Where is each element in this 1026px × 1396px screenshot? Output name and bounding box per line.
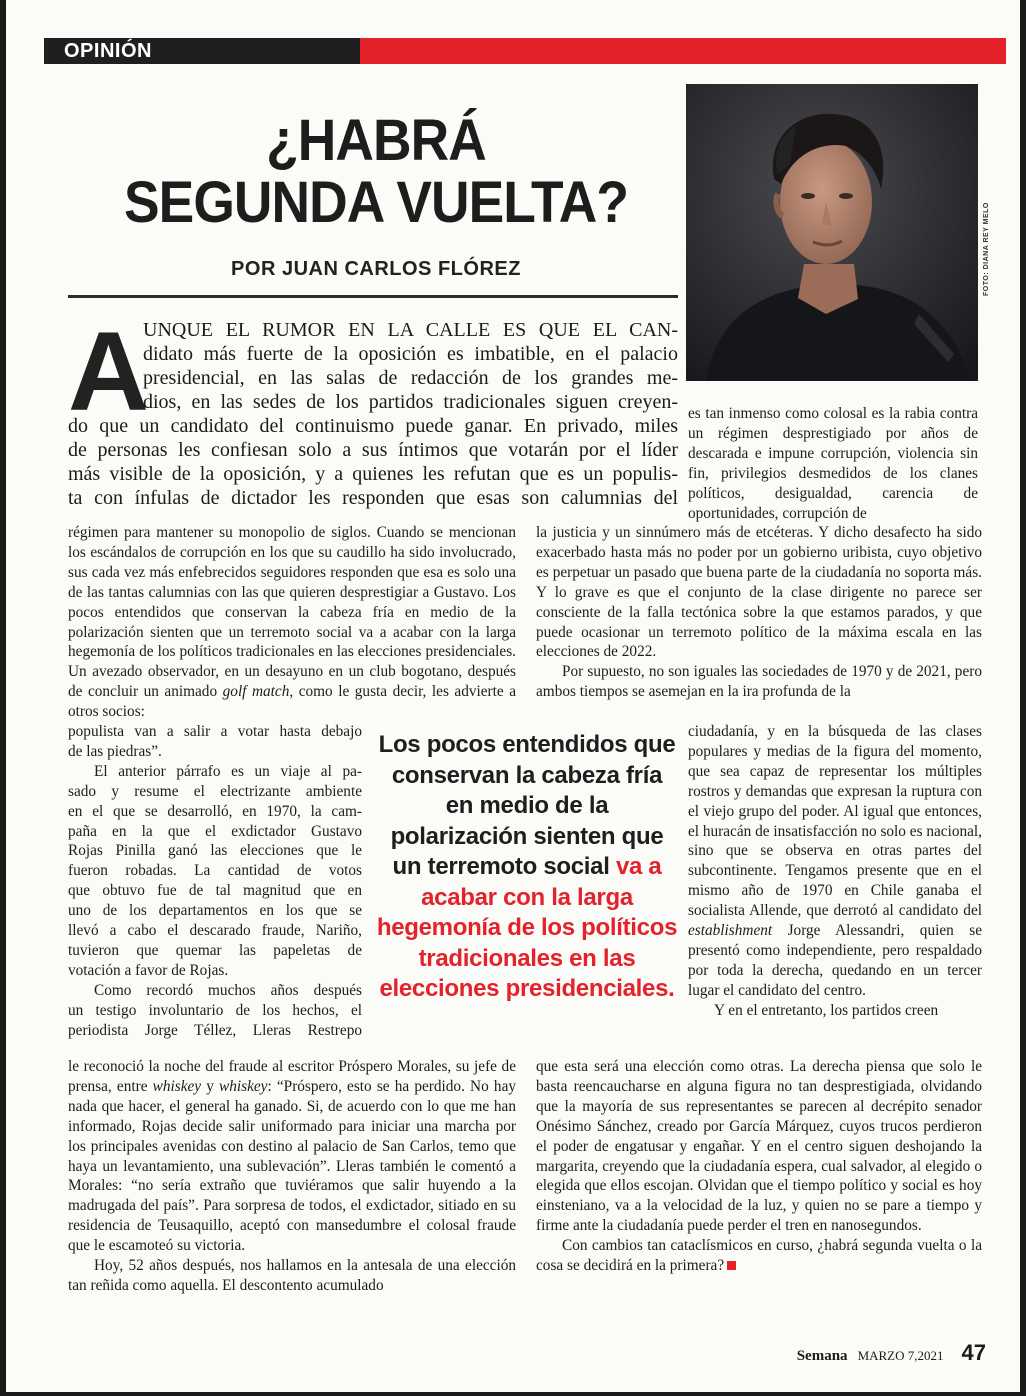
italic-phrase: golf match [222,683,290,701]
headline-line-1: ¿HABRÁ [266,108,486,173]
lead-line: más visible de la oposición, y a quienes les refutan que es un populis- [68,463,678,485]
portrait-illustration [686,84,978,381]
lead-paragraph-full [68,414,678,510]
text-line: de las piedras”. [68,742,162,760]
column-right-bottom [536,1057,982,1276]
lead-line: de personas les confiesan solo a sus íntimos que votarán por el líder [68,439,678,461]
paragraph: Con cambios tan cataclísmicos en curso, ¿habrá segunda vuelta o la cosa se decidirá en la primera? [536,1237,982,1275]
byline: POR JUAN CARLOS FLÓREZ [231,258,521,280]
text-line: llevó a cabo el descarado fraude, Nariño, [68,922,362,940]
lead-line: do que un candidato del continuismo puede ganar. En privado, miles [68,415,678,437]
text-line: populista van a salir a votar hasta debajo [68,723,362,740]
page-footer [797,1340,986,1366]
text-line: periodista Jorge Téllez, Lleras Restrepo [68,1021,362,1039]
italic-phrase: establishment [688,922,773,940]
paragraph: la justicia y un sinnúmero más de etcéteras. Y dicho desafecto ha sido exacerbado hasta más no poder por un gobierno uribista, cuyo objetivo es perpetuar un pasado que buena parte de la ciudadanía no soporta más. Y lo grave es que el conjunto de la clase dirigente no parece ser consciente de la falla tectónica sobre la que estamos parados, y que puede ocasionar un terremoto político de la máxima escala en las elecciones de 2022. [536,524,982,661]
section-label: OPINIÓN [64,40,152,62]
photo-credit: FOTO: DIANA REY MELO [983,202,990,296]
pull-quote [376,730,678,1005]
lead-line: dios, en las sedes de los partidos tradicionales siguen creyen- [143,391,678,413]
paragraph: Hoy, 52 años después, nos hallamos en la antesala de una elección tan reñida como aquella. El descontento acumulado [68,1257,516,1294]
publication-name: Semana [796,1348,848,1364]
pull-quote-dark: Los pocos entendidos que conservan la cabeza fría en medio de la polarización sienten que un terremoto social [378,731,676,880]
column-right-top [688,404,978,523]
paragraph: es tan inmenso como colosal es la rabia contra un régimen desprestigiado por años de descarada e impune corrupción, violencia sin fin, privilegios desmedidos de los clanes políticos, desigualdad, carencia de oportunidades, corrupción de [688,405,978,522]
text-line: un testigo involuntario de los hechos, el [68,1001,362,1019]
text-line: tuvieron que quemar las papeletas de [68,941,362,959]
paragraph: Por supuesto, no son iguales las sociedades de 1970 y de 2021, pero ambos tiempos se asemejan en la ira profunda de la [536,663,982,701]
headline-rule [68,295,678,298]
lead-line: UNQUE EL RUMOR EN LA CALLE ES QUE EL CAN- [143,319,678,341]
column-right-narrow [688,722,982,1021]
lead-line: ta con ínfulas de dictador les responden que esas son calumnias del [68,487,678,509]
column-left-bottom [68,1057,516,1296]
magazine-page [6,0,1020,1392]
italic-phrase: whiskey [219,1077,268,1095]
paragraph: ciudadanía, y en la búsqueda de las clases populares y medias de la figura del momento, que sea capaz de representar los múltiples rostros y demandas que expresan la ruptura con el viejo grupo del poder. Al igual que entonces, el huracán de insatisfacción no solo es nacional, sino que se observa en otras partes del subcontinente. Tengamos presente que en el mismo año de 1970 en Chile ganaba el socialista Allende, que derrotó al candidato del establishment Jorge Alessandri, quien se presentó como independiente, pero respaldado por toda la derecha, quedando en un tercer lugar el candidato del centro. [688,723,982,999]
author-photo [686,84,978,381]
italic-phrase: whiskey [152,1077,202,1095]
paragraph: régimen para mantener su monopolio de siglos. Cuando se mencionan los escándalos de corrupción en los que su caudillo ha sido involucrado, sus cada vez más enfebrecidos seguidores responden que esa es solo una de las tantas calumnias con las que quieren desprestigiar a Gustavo. Los pocos entendidos que conservan la cabeza fría en medio de la polarización sienten que un terremoto social va a acabar con la larga hegemonía de los políticos tradicionales en las elecciones presidenciales. Un avezado observador, en un desayuno en un club bogotano, después de concluir un animado golf match, como le gusta decir, les advierte a otros socios: [68,524,517,721]
issue-date: MARZO 7,2021 [857,1348,944,1363]
paragraph: le reconoció la noche del fraude al escritor Próspero Morales, su jefe de prensa, entre whiskey y whiskey: “Próspero, esto se ha perdido. No hay nada que hacer, el general ha ganado. Si, de acuerdo con lo que me han informado, Rojas decide salir uniformado para iniciar una marcha por los principales avenidas con destino al palacio de San Carlos, temo que haya un levantamiento, una sublevación”. Lleras también le comentó a Morales: “no sería extraño que tuviéramos que salir huyendo a la madrugada del país”. Para sorpresa de todos, el exdictador, sitiado en su residencia de Teusaquillo, aceptó con mansedumbre el colosal fraude que le escamoteó su victoria. [68,1058,517,1255]
lead-line: presidencial, en las salas de redacción de los grandes me- [143,367,678,389]
text-line: votación a favor de Rojas. [68,961,229,979]
paragraph: que esta será una elección como otras. La derecha piensa que solo le basta reencaucharse en alguna figura no tan desprestigiada, olvidando que la mayoría de sus representantes se parecen al decrépito senador Onésimo Sánchez, creado por García Márquez, cuyos trucos perdieron el poder de engatusar y engañar. Y en el centro siguen deshojando la margarita, creyendo que la ciudadanía espera, cual salvador, al elegido o elegida que ellos escojan. Olvidan que el tiempo político y social es hoy einsteniano, va a la velocidad de la luz, y quien no se pare a tiempo y firme ante la ciudadanía puede perder el tren en nanosegundos. [536,1058,982,1235]
text-line: Como recordó muchos años después [94,981,362,999]
paragraph: Y en el entretanto, los partidos creen [714,1001,939,1019]
end-mark-icon [727,1261,736,1270]
text-line: que obtuvo fue de tal magnitud que en [68,882,362,900]
pull-quote-red: va a acabar con la larga hegemonía de los políticos tradicionales en las elecciones presidenciales. [376,853,678,1002]
column-left-narrow [68,722,362,1041]
text-line: El anterior párrafo es un viaje al pa- [94,762,362,780]
text-line: Rojas Pinilla ganó las elecciones que le [68,842,362,860]
headline [100,110,652,234]
text-line: paña en la que el exdictador Gustavo [68,822,362,840]
page-number: 47 [961,1340,986,1365]
lead-paragraph-indented [143,318,678,414]
text-line: fueron robadas. La cantidad de votos [68,862,362,880]
text-line: uno de los departamentos en los que se [68,902,362,920]
drop-cap: A [68,309,149,434]
headline-line-2: SEGUNDA VUELTA? [124,170,628,235]
column-left-top [68,523,516,722]
text-line: sado y resume el electrizante ambiente [68,782,362,800]
lead-line: didato más fuerte de la oposición es imbatible, en el palacio [143,343,678,365]
text-line: en el que se desarrolló, en 1970, la cam- [68,802,362,820]
column-right-top-wide [536,523,982,702]
